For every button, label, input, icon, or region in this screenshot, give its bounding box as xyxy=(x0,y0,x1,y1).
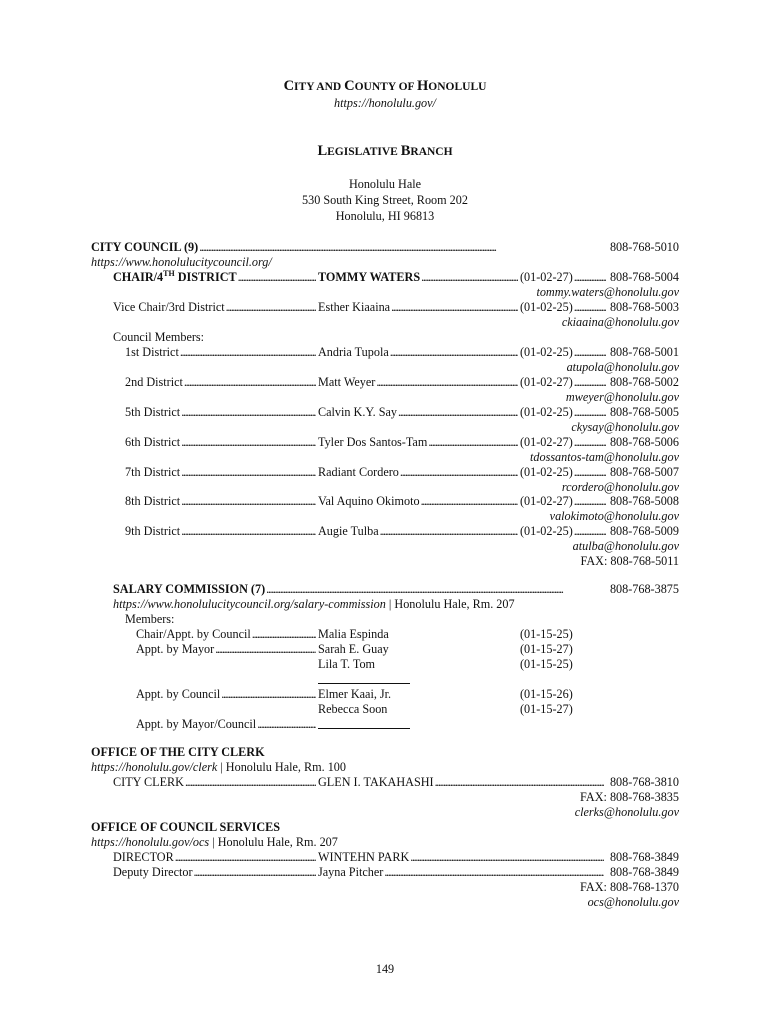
clerk-email-row xyxy=(0,805,770,820)
salary-vacancy-row xyxy=(0,672,770,687)
salary-location: | Honolulu Hale, Rm. 207 xyxy=(385,597,515,611)
ocs-director-row xyxy=(0,850,770,865)
council-members-label: Council Members: xyxy=(113,330,205,344)
address-line-1: Honolulu Hale xyxy=(348,177,422,191)
branch-heading: LEGISLATIVE BRANCH xyxy=(317,143,453,159)
chair-row xyxy=(0,270,770,285)
salary-row xyxy=(0,627,770,642)
member-name: Andria Tupola xyxy=(318,345,389,359)
chair-term: (01-02-27) xyxy=(520,270,573,284)
member-name: Calvin K.Y. Say xyxy=(318,405,397,419)
member-phone: 808-768-5002 xyxy=(609,375,679,389)
header-url-link[interactable]: https://honolulu.gov/ xyxy=(334,96,436,110)
vacancy-blank-line xyxy=(318,717,410,729)
member-email-link[interactable]: ckysay@honolulu.gov xyxy=(571,420,679,434)
vice-chair-name: Esther Kiaaina xyxy=(318,300,391,314)
member-row xyxy=(0,494,770,509)
vice-chair-email-link[interactable]: ckiaaina@honolulu.gov xyxy=(561,315,679,329)
chair-label: CHAIR/4TH DISTRICT xyxy=(113,270,237,284)
member-row xyxy=(0,405,770,420)
member-email-link[interactable]: tdossantos-tam@honolulu.gov xyxy=(530,450,679,464)
clerk-fax-row xyxy=(0,790,770,805)
page-number: 149 xyxy=(375,962,395,976)
member-district: 2nd District xyxy=(125,375,183,389)
council-members-label-row xyxy=(0,330,770,345)
member-term: (01-02-25) xyxy=(520,405,573,419)
member-name: Radiant Cordero xyxy=(318,465,399,479)
salary-url-row xyxy=(0,597,770,612)
clerk-name: GLEN I. TAKAHASHI xyxy=(318,775,434,789)
salary-phone: 808-768-3875 xyxy=(609,582,679,596)
member-phone: 808-768-5001 xyxy=(609,345,679,359)
salary-row-name: Rebecca Soon xyxy=(318,702,388,716)
clerk-heading: OFFICE OF THE CITY CLERK xyxy=(91,745,265,759)
council-fax-row xyxy=(0,554,770,569)
member-email-row xyxy=(0,420,770,435)
ocs-fax: FAX: 808-768-1370 xyxy=(580,880,679,894)
salary-row xyxy=(0,687,770,702)
salary-row-term: (01-15-26) xyxy=(520,687,573,701)
council-fax: FAX: 808-768-5011 xyxy=(580,554,679,568)
member-email-row xyxy=(0,509,770,524)
salary-row-term: (01-15-25) xyxy=(520,657,573,671)
member-row xyxy=(0,435,770,450)
member-name: Augie Tulba xyxy=(318,524,379,538)
salary-row xyxy=(0,657,770,672)
salary-row-name: Lila T. Tom xyxy=(318,657,376,671)
salary-row xyxy=(0,717,770,732)
member-email-link[interactable]: atulba@honolulu.gov xyxy=(572,539,679,553)
member-row xyxy=(0,524,770,539)
member-email-row xyxy=(0,360,770,375)
member-term: (01-02-25) xyxy=(520,524,573,538)
member-district: 8th District xyxy=(125,494,181,508)
salary-members-label: Members: xyxy=(125,612,175,626)
council-url-link[interactable]: https://www.honolulucitycouncil.org/ xyxy=(91,255,272,269)
address-line-2: 530 South King Street, Room 202 xyxy=(302,193,468,207)
member-row xyxy=(0,375,770,390)
clerk-fax: FAX: 808-768-3835 xyxy=(580,790,679,804)
vice-chair-term: (01-02-25) xyxy=(520,300,573,314)
member-email-link[interactable]: atupola@honolulu.gov xyxy=(566,360,679,374)
clerk-title: CITY CLERK xyxy=(113,775,184,789)
member-email-row xyxy=(0,450,770,465)
member-row xyxy=(0,345,770,360)
ocs-fax-row xyxy=(0,880,770,895)
member-name: Matt Weyer xyxy=(318,375,376,389)
chair-email-row xyxy=(0,285,770,300)
clerk-url-row xyxy=(0,760,770,775)
member-name: Tyler Dos Santos-Tam xyxy=(318,435,428,449)
salary-row-label: Appt. by Council xyxy=(136,687,221,701)
member-district: 6th District xyxy=(125,435,181,449)
clerk-phone: 808-768-3810 xyxy=(609,775,679,789)
member-term: (01-02-27) xyxy=(520,375,573,389)
member-email-row xyxy=(0,390,770,405)
salary-row-term: (01-15-27) xyxy=(520,642,573,656)
member-district: 7th District xyxy=(125,465,181,479)
council-url-row xyxy=(0,255,770,270)
salary-members-label-row xyxy=(0,612,770,627)
member-district: 9th District xyxy=(125,524,181,538)
clerk-email-link[interactable]: clerks@honolulu.gov xyxy=(574,805,679,819)
ocs-location: | Honolulu Hale, Rm. 207 xyxy=(209,835,338,849)
ocs-deputy-row xyxy=(0,865,770,880)
salary-heading: SALARY COMMISSION (7) xyxy=(113,582,266,596)
clerk-location: | Honolulu Hale, Rm. 100 xyxy=(217,760,346,774)
member-email-link[interactable]: rcordero@honolulu.gov xyxy=(561,480,679,494)
member-district: 1st District xyxy=(125,345,179,359)
member-phone: 808-768-5009 xyxy=(609,524,679,538)
member-phone: 808-768-5008 xyxy=(609,494,679,508)
vacancy-blank-line xyxy=(318,672,410,684)
vice-chair-email-row xyxy=(0,315,770,330)
member-row xyxy=(0,465,770,480)
chair-phone: 808-768-5004 xyxy=(609,270,679,284)
member-phone: 808-768-5007 xyxy=(609,465,679,479)
salary-url-link[interactable]: https://www.honolulucitycouncil.org/salary-commission xyxy=(113,597,386,611)
salary-row-label: Appt. by Mayor xyxy=(136,642,215,656)
ocs-director-label: DIRECTOR xyxy=(113,850,174,864)
salary-row-term: (01-15-27) xyxy=(520,702,573,716)
member-term: (01-02-25) xyxy=(520,465,573,479)
salary-row xyxy=(0,702,770,717)
salary-heading-row xyxy=(0,582,770,597)
salary-row-name: Malia Espinda xyxy=(318,627,389,641)
ocs-email-row xyxy=(0,895,770,910)
vice-chair-phone: 808-768-5003 xyxy=(609,300,679,314)
council-heading-row xyxy=(0,240,770,255)
member-name: Val Aquino Okimoto xyxy=(318,494,420,508)
ocs-url-link[interactable]: https://honolulu.gov/ocs xyxy=(91,835,210,849)
member-phone: 808-768-5005 xyxy=(609,405,679,419)
clerk-heading-row xyxy=(0,745,770,760)
ocs-heading: OFFICE OF COUNCIL SERVICES xyxy=(91,820,281,834)
ocs-email-link[interactable]: ocs@honolulu.gov xyxy=(587,895,679,909)
salary-row-name: Sarah E. Guay xyxy=(318,642,389,656)
address-line-3: Honolulu, HI 96813 xyxy=(335,209,435,223)
member-email-row xyxy=(0,539,770,554)
ocs-deputy-name: Jayna Pitcher xyxy=(318,865,384,879)
member-district: 5th District xyxy=(125,405,181,419)
member-term: (01-02-27) xyxy=(520,494,573,508)
vice-chair-label: Vice Chair/3rd District xyxy=(113,300,225,314)
salary-row-term: (01-15-25) xyxy=(520,627,573,641)
vice-chair-row xyxy=(0,300,770,315)
ocs-url-row xyxy=(0,835,770,850)
ocs-deputy-phone: 808-768-3849 xyxy=(609,865,679,879)
member-term: (01-02-27) xyxy=(520,435,573,449)
member-term: (01-02-25) xyxy=(520,345,573,359)
member-email-link[interactable]: valokimoto@honolulu.gov xyxy=(549,509,679,523)
member-email-row xyxy=(0,480,770,495)
member-email-link[interactable]: mweyer@honolulu.gov xyxy=(565,390,679,404)
member-phone: 808-768-5006 xyxy=(609,435,679,449)
salary-row-label: Appt. by Mayor/Council xyxy=(136,717,257,731)
ocs-deputy-label: Deputy Director xyxy=(113,865,193,879)
chair-name: TOMMY WATERS xyxy=(318,270,421,284)
council-heading: CITY COUNCIL (9) xyxy=(91,240,199,254)
ocs-director-phone: 808-768-3849 xyxy=(609,850,679,864)
ocs-director-name: WINTEHN PARK xyxy=(318,850,410,864)
clerk-url-link[interactable]: https://honolulu.gov/clerk xyxy=(91,760,218,774)
clerk-row xyxy=(0,775,770,790)
chair-email-link[interactable]: tommy.waters@honolulu.gov xyxy=(536,285,679,299)
ocs-heading-row xyxy=(0,820,770,835)
salary-row xyxy=(0,642,770,657)
council-phone: 808-768-5010 xyxy=(609,240,679,254)
page-title: CITY AND COUNTY OF HONOLULU xyxy=(283,78,487,94)
salary-row-name: Elmer Kaai, Jr. xyxy=(318,687,392,701)
salary-row-label: Chair/Appt. by Council xyxy=(136,627,251,641)
